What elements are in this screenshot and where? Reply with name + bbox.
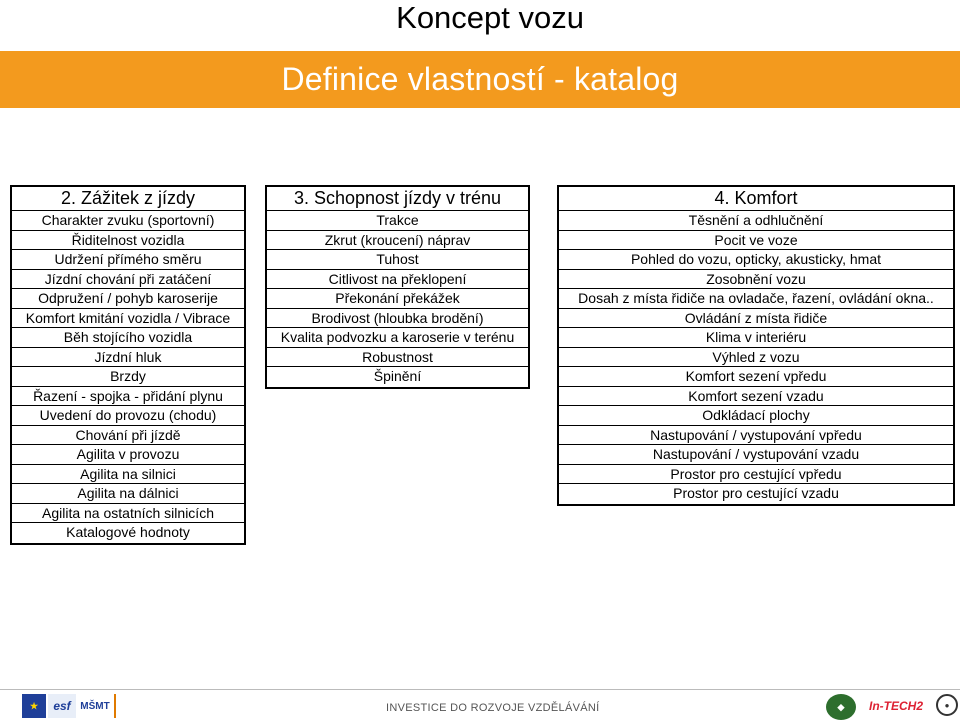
table-row: Brzdy bbox=[12, 367, 244, 387]
table-row: Kvalita podvozku a karoserie v terénu bbox=[267, 328, 528, 348]
table-row: Řazení - spojka - přidání plynu bbox=[12, 387, 244, 407]
table-row: Klima v interiéru bbox=[559, 328, 953, 348]
op-vk-logo bbox=[114, 694, 206, 718]
footer-divider bbox=[0, 689, 960, 690]
table-row: Zkrut (kroucení) náprav bbox=[267, 231, 528, 251]
table-row: Pohled do vozu, opticky, akusticky, hmat bbox=[559, 250, 953, 270]
skoda-logo: ◆ bbox=[826, 694, 856, 720]
table-row: Agilita na silnici bbox=[12, 465, 244, 485]
esf-logo: esf bbox=[48, 694, 76, 718]
table-row: Agilita na dálnici bbox=[12, 484, 244, 504]
title-banner bbox=[0, 51, 960, 108]
table-row: Překonání překážek bbox=[267, 289, 528, 309]
table-row: Charakter zvuku (sportovní) bbox=[12, 211, 244, 231]
table-row: Jízdní chování při zatáčení bbox=[12, 270, 244, 290]
table-row: Agilita na ostatních silnicích bbox=[12, 504, 244, 524]
table-row: Katalogové hodnoty bbox=[66, 524, 190, 540]
table-row: Těsnění a odhlučnění bbox=[559, 211, 953, 231]
table-row: Nastupování / vystupování vzadu bbox=[559, 445, 953, 465]
table-row: Udržení přímého směru bbox=[12, 250, 244, 270]
in-tech-logo: In-TECH2 bbox=[869, 699, 923, 713]
table-row: Komfort kmitání vozidla / Vibrace bbox=[12, 309, 244, 329]
table-zazitek-z-jizdy bbox=[10, 185, 246, 545]
table-row: Nastupování / vystupování vpředu bbox=[559, 426, 953, 446]
table-row: Trakce bbox=[267, 211, 528, 231]
table-row: Komfort sezení vzadu bbox=[559, 387, 953, 407]
table-row: Uvedení do provozu (chodu) bbox=[12, 406, 244, 426]
column-heading: 4. Komfort bbox=[559, 187, 953, 211]
table-row: Výhled z vozu bbox=[559, 348, 953, 368]
table-row: Citlivost na překlopení bbox=[267, 270, 528, 290]
banner-title: Definice vlastností - katalog bbox=[281, 61, 679, 97]
table-row: Odkládací plochy bbox=[559, 406, 953, 426]
column-heading: 2. Zážitek z jízdy bbox=[12, 187, 244, 211]
table-row: Dosah z místa řidiče na ovladače, řazení, ovládání okna.. bbox=[559, 289, 953, 309]
table-row: Zosobnění vozu bbox=[559, 270, 953, 290]
table-row: Brodivost (hloubka brodění) bbox=[267, 309, 528, 329]
table-row: Pocit ve voze bbox=[559, 231, 953, 251]
table-row: Agilita v provozu bbox=[12, 445, 244, 465]
column-heading: 3. Schopnost jízdy v trénu bbox=[267, 187, 528, 211]
table-row: Špinění bbox=[373, 368, 422, 384]
round-emblem-logo: ● bbox=[936, 694, 958, 716]
table-row: Řiditelnost vozidla bbox=[12, 231, 244, 251]
table-row: Chování při jízdě bbox=[12, 426, 244, 446]
table-row: Běh stojícího vozidla bbox=[12, 328, 244, 348]
page-title: Koncept vozu bbox=[396, 0, 584, 35]
table-row: Robustnost bbox=[267, 348, 528, 368]
table-row: Komfort sezení vpředu bbox=[559, 367, 953, 387]
table-row: Ovládání z místa řidiče bbox=[559, 309, 953, 329]
table-komfort bbox=[557, 185, 955, 506]
table-row: Tuhost bbox=[267, 250, 528, 270]
table-schopnost-jizdy-v-terenu bbox=[265, 185, 530, 389]
eu-flag-logo: ★ bbox=[22, 694, 46, 718]
table-row: Jízdní hluk bbox=[12, 348, 244, 368]
footer-text: INVESTICE DO ROZVOJE VZDĚLÁVÁNÍ bbox=[386, 702, 600, 714]
table-row: Odpružení / pohyb karoserije bbox=[12, 289, 244, 309]
table-row: Prostor pro cestující vpředu bbox=[559, 465, 953, 485]
table-row: Prostor pro cestující vzadu bbox=[673, 485, 839, 501]
msmt-logo: MŠMT bbox=[80, 700, 110, 712]
